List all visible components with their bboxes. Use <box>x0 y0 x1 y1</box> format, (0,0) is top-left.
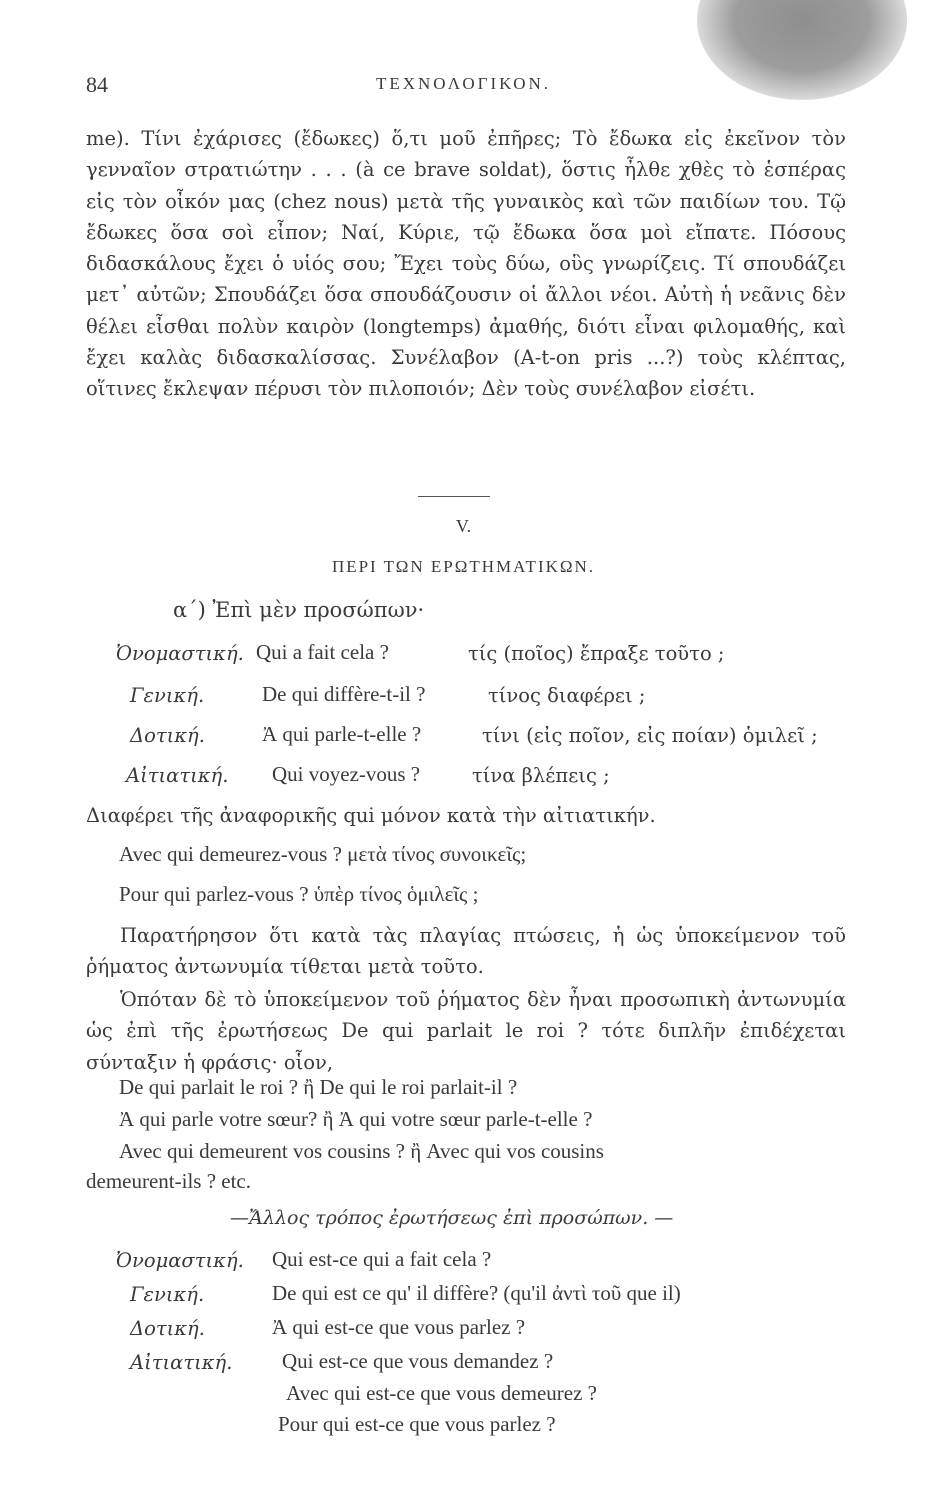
section-numeral: V. <box>455 516 472 536</box>
section-divider <box>418 496 490 497</box>
case-label: Αἰτιατική. <box>126 764 229 787</box>
example-line: Ἀ qui parle votre sœur? ἢ Ἀ qui votre sœur parle-t-elle ? <box>119 1107 593 1131</box>
accusative-note: Διαφέρει τῆς ἀναφορικῆς qui μόνον κατὰ τὴν αἰτιατικήν. <box>86 804 656 827</box>
alt-form: De qui est ce qu' il diffère? (qu'il ἀντὶ τοῦ que il) <box>272 1281 681 1305</box>
intro-paragraph: me). Τίνι ἐχάρισες (ἔδωκες) ὅ,τι μοῦ ἐπῆρες; Τὸ ἔδωκα εἰς ἐκεῖνον τὸν γενναῖον στρατιώτην . . . (à ce brave soldat), ὅστις ἦλθε χθὲς τὸ ἑσπέρας εἰς τὸν οἶκόν μας (chez nous) μετὰ τῆς γυναικὸς καὶ τῶν παιδίων του. Τῷ ἔδωκες ὅσα σοὶ εἶπον; Ναί, Κύριε, τῷ ἔδωκα ὅσα μοὶ εἴπατε. Πόσους διδασκάλους ἔχει ὁ υἱός σου; Ἔχει τοὺς δύω, οὓς γνωρίζεις. Τί σπουδάζει μετ᾽ αὐτῶν; Σπουδάζει ὅσα σπουδάζουσιν οἱ ἄλλοι νέοι. Αὐτὴ ἡ νεᾶνις δὲν θέλει εἶσθαι πολὺν καιρὸν (longtemps) ἀμαθής, διότι εἶναι φιλομαθής, καὶ ἔχει καλὰς διδασκαλίσσας. Συνέλαβον (A-t-on pris ...?) τοὺς κλέπτας, οἵτινες ἔκλεψαν πέρυσι τὸν πιλοποιόν; Δὲν τοὺς συνέλαβον εἰσέτι. <box>86 127 846 401</box>
when-paragraph: Ὁπόταν δὲ τὸ ὑποκείμενον τοῦ ῥήματος δὲν ἦναι προσωπικὴ ἀντωνυμία ὡς ἐπὶ τῆς ἐρωτήσεως De qui parlait le roi ? τότε διπλῆν ἐπιδέχεται σύνταξιν ἡ φράσις· οἷον, <box>86 988 846 1074</box>
pour-example: Pour qui parlez-vous ? ὑπὲρ τίνος ὁμιλεῖς ; <box>119 882 479 906</box>
subheading: α´) Ἐπὶ μὲν προσώπων· <box>173 598 425 622</box>
case-label: Δοτική. <box>130 724 205 747</box>
greek-gloss: τίνι (εἰς ποῖον, εἰς ποίαν) ὁμιλεῖ ; <box>482 724 818 747</box>
alt-form: Qui est-ce qui a fait cela ? <box>272 1247 492 1271</box>
example-line: Avec qui demeurent vos cousins ? ἢ Avec qui vos cousins <box>119 1139 604 1163</box>
french-example: Ἀ qui parle-t-elle ? <box>262 722 422 746</box>
alt-form: Avec qui est-ce que vous demeurez ? <box>286 1381 597 1405</box>
alt-case-label: Δοτική. <box>130 1317 205 1340</box>
example-line: De qui parlait le roi ? ἢ De qui le roi parlait-il ? <box>119 1075 518 1099</box>
alt-heading: —Ἄλλος τρόπος ἐρωτήσεως ἐπὶ προσώπων. — <box>230 1207 674 1229</box>
french-example: Qui a fait cela ? <box>256 640 389 664</box>
page-number: 84 <box>86 72 108 97</box>
section-title: ΠΕΡΙ ΤΩΝ ΕΡΩΤΗΜΑΤΙΚΩΝ. <box>331 557 596 576</box>
example-continuation: demeurent-ils ? etc. <box>86 1169 252 1193</box>
alt-case-label: Ὀνομαστική. <box>116 1249 244 1272</box>
alt-form: Ἀ qui est-ce que vous parlez ? <box>272 1315 526 1339</box>
avec-example: Avec qui demeurez-vous ? μετὰ τίνος συνοικεῖς; <box>119 842 527 866</box>
alt-case-label: Γενική. <box>130 1283 205 1306</box>
page-header <box>86 72 841 102</box>
greek-gloss: τίνα βλέπεις ; <box>472 764 610 787</box>
greek-gloss: τίνος διαφέρει ; <box>488 684 646 707</box>
french-example: Qui voyez-vous ? <box>272 762 421 786</box>
greek-gloss: τίς (ποῖος) ἔπραξε τοῦτο ; <box>468 642 725 665</box>
alt-form: Qui est-ce que vous demandez ? <box>282 1349 554 1373</box>
french-example: De qui diffère-t-il ? <box>262 682 426 706</box>
case-label: Γενική. <box>130 684 205 707</box>
case-label: Ὀνομαστική. <box>116 642 244 665</box>
alt-form: Pour qui est-ce que vous parlez ? <box>278 1412 556 1436</box>
running-title: ΤΕΧΝΟΛΟΓΙΚΟΝ. <box>375 74 552 93</box>
alt-case-label: Αἰτιατική. <box>130 1351 233 1374</box>
note-paragraph: Παρατήρησον ὅτι κατὰ τὰς πλαγίας πτώσεις, ἡ ὡς ὑποκείμενον τοῦ ῥήματος ἀντωνυμία τίθεται μετὰ τοῦτο. <box>86 924 846 979</box>
